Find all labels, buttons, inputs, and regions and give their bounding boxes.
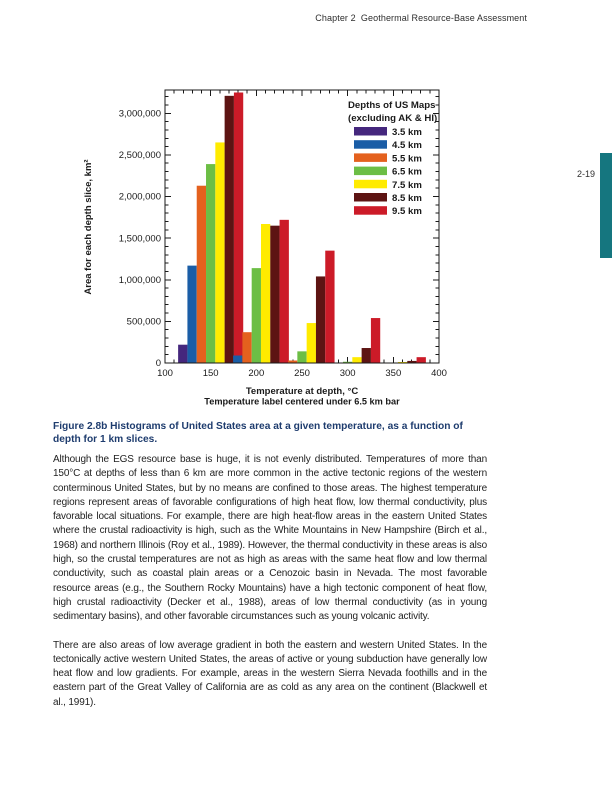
x-axis-title: Temperature at depth, °C	[245, 386, 359, 397]
bar-8.5km-300C	[362, 348, 371, 363]
x-axis-note: Temperature label centered under 6.5 km bar	[204, 396, 400, 407]
bar-9.5km-350C	[417, 357, 426, 363]
legend-swatch-7.5km	[354, 180, 387, 189]
bar-8.5km-200C	[270, 226, 279, 363]
bar-4.5km-150C	[187, 266, 196, 363]
legend-swatch-9.5km	[354, 206, 387, 215]
figure-caption: Figure 2.8b Histograms of United States area at a given temperature, as a function of depth for 1 km slices.	[53, 421, 463, 445]
bar-9.5km-200C	[280, 220, 289, 363]
legend-label-7.5km: 7.5 km	[392, 179, 422, 191]
bar-6.5km-200C	[252, 268, 261, 363]
bar-7.5km-150C	[215, 142, 224, 363]
x-tick-label: 400	[431, 368, 447, 379]
x-tick-label: 300	[339, 368, 356, 379]
x-tick-label: 250	[294, 368, 310, 379]
bar-6.5km-150C	[206, 164, 215, 363]
bar-9.5km-150C	[234, 93, 243, 364]
page-header: Chapter 2 Geothermal Resource-Base Assessment	[315, 13, 527, 23]
y-tick-label: 0	[155, 358, 161, 370]
legend-label-8.5km: 8.5 km	[392, 193, 422, 204]
legend-swatch-3.5km	[354, 127, 387, 136]
y-tick-label: 2,000,000	[118, 191, 161, 203]
legend-label-3.5km: 3.5 km	[392, 127, 422, 138]
legend-label-6.5km: 6.5 km	[392, 166, 422, 178]
legend-label-4.5km: 4.5 km	[392, 140, 422, 152]
bar-9.5km-250C	[325, 251, 334, 363]
bar-7.5km-250C	[307, 323, 316, 363]
y-axis-title: Area for each depth slice, km²	[83, 159, 94, 295]
bar-3.5km-150C	[178, 345, 187, 363]
legend-swatch-4.5km	[354, 140, 387, 149]
bar-5.5km-150C	[197, 186, 206, 363]
legend-swatch-5.5km	[354, 153, 387, 162]
bar-4.5km-200C	[233, 356, 242, 363]
legend-title-line1: Depths of US Maps	[348, 100, 436, 111]
x-tick-label: 350	[385, 368, 402, 379]
x-tick-label: 100	[157, 368, 173, 379]
bar-8.5km-150C	[225, 96, 234, 363]
body-paragraph-1: Although the EGS resource base is huge, it is not evenly distributed. Temperatures of more than 150°C at depths of less than 6 km are more common in the active tectonic regions of the western conterminous United States, but by no means are confined to those areas. The highest temperature regions represent areas of favorable configurations of high heat flow, low thermal conductivity, plus favorable local situations. For example, there are high heat-flow areas in the eastern United States where the crustal radioactivity is high, such as the White Mountains in New Hampshire (Birch et al., 1968) and northern Illinois (Roy et al., 1989). However, the thermal conductivity in these areas is also high, so the crustal temperatures are not as high as areas with the same heat flow and low thermal conductivity, such as coastal plain areas or a Cenozoic basin in Nevada. The most favorable resource areas (e.g., the Southern Rocky Mountains) have a high tectonic component of heat flow, high crustal radioactivity (Decker et al., 1988), areas of low thermal conductivity (as in young sedimentary basins), and other favorable circumstances such as young volcanic activity.	[53, 454, 487, 623]
bar-9.5km-300C	[371, 318, 380, 363]
legend-label-5.5km: 5.5 km	[392, 153, 422, 165]
y-tick-label: 2,500,000	[118, 150, 161, 162]
x-tick-label: 150	[202, 368, 219, 379]
legend-title-line2: (excluding AK & HI)	[348, 113, 438, 124]
legend-swatch-6.5km	[354, 167, 387, 176]
legend-swatch-8.5km	[354, 193, 387, 202]
y-tick-label: 1,000,000	[118, 274, 161, 286]
bar-7.5km-300C	[352, 357, 361, 363]
bar-8.5km-250C	[316, 276, 325, 363]
y-tick-label: 3,000,000	[118, 108, 161, 120]
chapter-tab-bar	[600, 153, 612, 258]
bar-6.5km-250C	[297, 351, 306, 363]
body-paragraph-2: There are also areas of low average gradient in both the eastern and western United States. In the tectonically active western United States, the areas of active or young subduction have generally low heat flow and low gradients. For example, areas in the western Sierra Nevada foothills and in the eastern part of the Great Valley of California are as cold as any area on the continent (Blackwell et al., 1991).	[53, 639, 487, 708]
bar-7.5km-200C	[261, 224, 270, 363]
text-column	[53, 420, 487, 710]
y-tick-label: 1,500,000	[118, 233, 161, 245]
page-number-tab-label: 2-19	[576, 169, 595, 179]
bar-5.5km-200C	[242, 332, 251, 363]
legend-label-9.5km: 9.5 km	[392, 206, 422, 218]
x-tick-label: 200	[248, 368, 265, 379]
y-tick-label: 500,000	[126, 316, 161, 328]
